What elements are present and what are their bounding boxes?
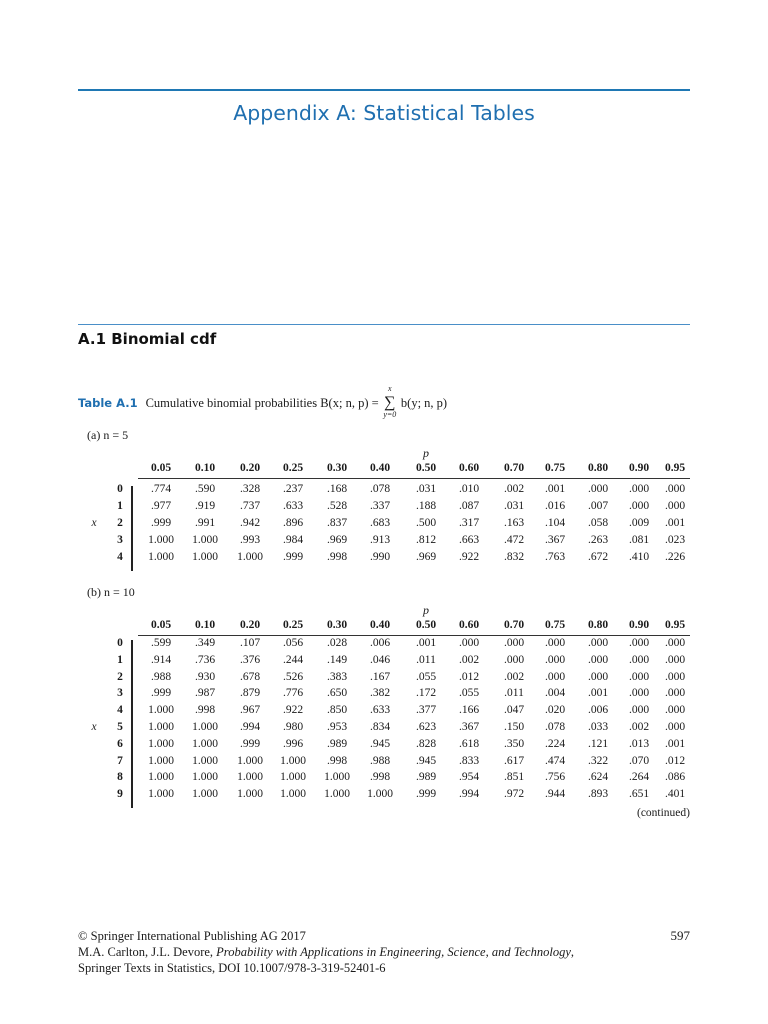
table-cell: .837 [326, 517, 348, 529]
continued-note: (continued) [636, 807, 690, 819]
table-cell: .000 [664, 500, 686, 512]
table-cell: .078 [544, 721, 566, 733]
row-x-value: 4 [117, 551, 123, 563]
table-cell: .914 [150, 653, 172, 666]
table-cell: .756 [544, 771, 566, 784]
table-cell: .226 [664, 551, 686, 563]
table-cell: .020 [544, 704, 566, 717]
table-cell: 1.000 [192, 771, 218, 784]
row-label-rule [131, 486, 133, 571]
row-x-value: 7 [117, 754, 123, 767]
table-cell: 1.000 [280, 754, 306, 767]
header-rule [138, 478, 690, 479]
table-cell: .031 [415, 483, 437, 495]
table-cell: .172 [415, 687, 437, 700]
table-cell: .896 [282, 517, 304, 529]
table-cell: .244 [282, 653, 304, 666]
binomial-table-n5 [78, 428, 690, 582]
row-x-value: 2 [117, 670, 123, 683]
table-cell: .002 [503, 483, 525, 495]
row-x-value: 4 [117, 704, 123, 717]
table-cell: .623 [415, 721, 437, 733]
table-cell: .851 [503, 771, 525, 784]
table-cell: .000 [628, 670, 650, 683]
table-part-label: (a) n = 5 [87, 428, 129, 442]
table-cell: .942 [239, 517, 261, 529]
table-cell: .367 [458, 721, 480, 733]
table-cell: .349 [194, 637, 216, 649]
table-cell: .000 [503, 653, 525, 666]
table-cell: .263 [587, 534, 609, 546]
table-cell: .922 [458, 551, 480, 563]
table-cell: .999 [150, 687, 172, 700]
table-cell: .969 [415, 551, 437, 563]
table-cell: .028 [326, 637, 348, 649]
column-header: 0.10 [194, 462, 216, 474]
row-x-value: 2 [117, 517, 123, 529]
table-cell: .599 [150, 637, 172, 649]
table-cell: .999 [415, 788, 437, 801]
table-cell: .000 [664, 721, 686, 733]
column-header: 0.30 [326, 462, 348, 474]
table-cell: .967 [239, 704, 261, 717]
column-header: 0.50 [415, 619, 437, 631]
row-x-value: 1 [117, 500, 123, 512]
table-cell: .010 [458, 483, 480, 495]
column-header: 0.80 [587, 619, 609, 631]
table-cell: .000 [664, 687, 686, 700]
column-header: 0.75 [544, 619, 566, 631]
summation-symbol: ∑ x y=0 [382, 394, 398, 412]
table-cell: .922 [282, 704, 304, 717]
table-cell: .001 [544, 483, 566, 495]
row-x-value: 0 [117, 483, 123, 495]
table-cell: .991 [194, 517, 216, 529]
column-header: 0.90 [628, 619, 650, 631]
sum-upper-limit: x [388, 384, 392, 393]
table-cell: .944 [544, 788, 566, 801]
table-cell: .163 [503, 517, 525, 529]
table-cell: .070 [628, 754, 650, 767]
table-cell: .945 [415, 754, 437, 767]
column-header: 0.70 [503, 619, 525, 631]
row-x-value: 3 [117, 534, 123, 546]
table-cell: .000 [587, 670, 609, 683]
table-cell: .001 [415, 637, 437, 649]
p-axis-label: p [423, 446, 429, 460]
table-cell: .774 [150, 483, 172, 495]
table-cell: .055 [415, 670, 437, 683]
column-header: 0.90 [628, 462, 650, 474]
section-rule [78, 324, 690, 325]
table-cell: .590 [194, 483, 216, 495]
column-header: 0.75 [544, 462, 566, 474]
table-cell: .328 [239, 483, 261, 495]
table-cell: 1.000 [324, 771, 350, 784]
table-cell: .977 [150, 500, 172, 512]
table-cell: .383 [326, 670, 348, 683]
sum-lower-limit: y=0 [383, 410, 397, 419]
table-cell: .969 [326, 534, 348, 546]
table-cell: .972 [503, 788, 525, 801]
table-cell: .016 [544, 500, 566, 512]
table-cell: .994 [239, 721, 261, 733]
table-cell: 1.000 [192, 534, 218, 546]
table-cell: .736 [194, 653, 216, 666]
table-cell: .737 [239, 500, 261, 512]
table-cell: .401 [664, 788, 686, 801]
table-cell: .474 [544, 754, 566, 767]
table-cell: .000 [503, 637, 525, 649]
table-cell: .919 [194, 500, 216, 512]
table-cell: .000 [628, 500, 650, 512]
table-cell: .663 [458, 534, 480, 546]
column-header: 0.60 [458, 462, 480, 474]
caption-term: b(y; n, p) [400, 396, 448, 410]
table-cell: .879 [239, 687, 261, 700]
table-cell: .000 [664, 637, 686, 649]
table-cell: .033 [587, 721, 609, 733]
table-cell: .007 [587, 500, 609, 512]
table-cell: 1.000 [148, 754, 174, 767]
table-cell: .999 [239, 737, 261, 750]
table-cell: .984 [282, 534, 304, 546]
column-header: 0.20 [239, 619, 261, 631]
table-cell: .011 [504, 687, 524, 700]
table-cell: .031 [503, 500, 525, 512]
citation-authors: M.A. Carlton, J.L. Devore, [78, 945, 214, 959]
table-cell: .012 [458, 670, 480, 683]
table-cell: .988 [150, 670, 172, 683]
table-cell: .000 [628, 637, 650, 649]
column-header: 0.70 [503, 462, 525, 474]
row-x-value: 6 [117, 737, 123, 750]
table-cell: .046 [369, 653, 391, 666]
table-cell: .990 [369, 551, 391, 563]
table-cell: .149 [326, 653, 348, 666]
table-cell: .953 [326, 721, 348, 733]
table-cell: .526 [282, 670, 304, 683]
table-cell: .001 [664, 517, 686, 529]
table-cell: .000 [544, 670, 566, 683]
table-cell: .000 [664, 670, 686, 683]
table-cell: .107 [239, 637, 261, 649]
table-cell: .376 [239, 653, 261, 666]
column-header: 0.30 [326, 619, 348, 631]
column-header: 0.25 [282, 619, 304, 631]
table-cell: .167 [369, 670, 391, 683]
table-part-label: (b) n = 10 [87, 585, 135, 599]
table-cell: .998 [194, 704, 216, 717]
table-cell: .998 [326, 754, 348, 767]
x-axis-label: x [91, 517, 97, 529]
citation-end: , [570, 945, 574, 959]
table-cell: .650 [326, 687, 348, 700]
table-cell: .237 [282, 483, 304, 495]
table-cell: .993 [239, 534, 261, 546]
table-cell: .651 [628, 788, 650, 801]
table-cell: 1.000 [148, 721, 174, 733]
table-cell: .000 [587, 653, 609, 666]
table-cell: .763 [544, 551, 566, 563]
table-cell: .893 [587, 788, 609, 801]
table-cell: .188 [415, 500, 437, 512]
table-cell: .832 [503, 551, 525, 563]
table-cell: .000 [544, 637, 566, 649]
table-cell: .617 [503, 754, 525, 767]
table-cell: .833 [458, 754, 480, 767]
table-cell: 1.000 [148, 704, 174, 717]
table-cell: .006 [369, 637, 391, 649]
table-cell: .382 [369, 687, 391, 700]
table-cell: .812 [415, 534, 437, 546]
table-cell: .776 [282, 687, 304, 700]
column-header: 0.60 [458, 619, 480, 631]
table-cell: 1.000 [192, 754, 218, 767]
table-cell: .998 [326, 551, 348, 563]
table-cell: .078 [369, 483, 391, 495]
binomial-table-n10 [78, 585, 690, 819]
table-cell: .945 [369, 737, 391, 750]
table-cell: 1.000 [148, 534, 174, 546]
citation-line [78, 944, 574, 960]
column-header: 0.05 [150, 619, 172, 631]
column-header: 0.05 [150, 462, 172, 474]
table-cell: .047 [503, 704, 525, 717]
column-header: 0.95 [664, 462, 686, 474]
column-header: 0.10 [194, 619, 216, 631]
x-axis-label: x [91, 721, 97, 733]
table-cell: .930 [194, 670, 216, 683]
table-cell: .011 [416, 653, 436, 666]
row-x-value: 3 [117, 687, 123, 700]
table-cell: .633 [369, 704, 391, 717]
table-cell: .023 [664, 534, 686, 546]
table-cell: .224 [544, 737, 566, 750]
table-cell: .350 [503, 737, 525, 750]
table-cell: .000 [544, 653, 566, 666]
table-cell: .999 [150, 517, 172, 529]
table-cell: .678 [239, 670, 261, 683]
table-cell: .317 [458, 517, 480, 529]
table-cell: 1.000 [237, 771, 263, 784]
table-cell: .828 [415, 737, 437, 750]
table-cell: .834 [369, 721, 391, 733]
table-cell: .994 [458, 788, 480, 801]
top-rule [78, 89, 690, 91]
column-header: 0.20 [239, 462, 261, 474]
p-axis-label: p [423, 603, 429, 617]
page-number: 597 [670, 928, 690, 943]
column-header: 0.40 [369, 619, 391, 631]
table-cell: .999 [282, 551, 304, 563]
column-header: 0.80 [587, 462, 609, 474]
table-cell: .121 [587, 737, 609, 750]
table-cell: 1.000 [280, 788, 306, 801]
column-header: 0.95 [664, 619, 686, 631]
table-cell: .913 [369, 534, 391, 546]
table-cell: .410 [628, 551, 650, 563]
table-cell: .989 [326, 737, 348, 750]
table-cell: 1.000 [324, 788, 350, 801]
table-cell: .001 [587, 687, 609, 700]
table-cell: 1.000 [237, 754, 263, 767]
column-header: 0.40 [369, 462, 391, 474]
table-cell: .002 [628, 721, 650, 733]
table-cell: .987 [194, 687, 216, 700]
series-line: Springer Texts in Statistics, DOI 10.1007/978-3-319-52401-6 [78, 961, 386, 975]
table-cell: .000 [628, 687, 650, 700]
table-cell: .996 [282, 737, 304, 750]
table-cell: .998 [369, 771, 391, 784]
table-cell: .000 [587, 637, 609, 649]
table-cell: 1.000 [237, 788, 263, 801]
table-label: Table A.1 [78, 396, 138, 410]
chapter-title: Appendix A: Statistical Tables [233, 101, 535, 125]
table-cell: .081 [628, 534, 650, 546]
table-cell: .322 [587, 754, 609, 767]
table-cell: .056 [282, 637, 304, 649]
table-cell: .618 [458, 737, 480, 750]
table-cell: .980 [282, 721, 304, 733]
table-cell: .624 [587, 771, 609, 784]
table-cell: .989 [415, 771, 437, 784]
table-cell: .000 [664, 483, 686, 495]
table-cell: .337 [369, 500, 391, 512]
section-title: A.1 Binomial cdf [78, 330, 217, 348]
table-cell: .000 [458, 637, 480, 649]
column-header: 0.25 [282, 462, 304, 474]
table-cell: .988 [369, 754, 391, 767]
table-cell: .683 [369, 517, 391, 529]
row-x-value: 5 [117, 721, 123, 733]
row-x-value: 9 [117, 788, 123, 801]
row-label-rule [131, 640, 133, 808]
table-cell: .086 [664, 771, 686, 784]
table-cell: .000 [664, 704, 686, 717]
footer [78, 928, 574, 976]
table-cell: .150 [503, 721, 525, 733]
table-cell: .500 [415, 517, 437, 529]
table-cell: .000 [664, 653, 686, 666]
table-cell: .006 [587, 704, 609, 717]
table-caption [78, 384, 448, 419]
table-cell: .264 [628, 771, 650, 784]
table-cell: .013 [628, 737, 650, 750]
caption-text: Cumulative binomial probabilities B(x; n, p) = [145, 396, 379, 410]
table-cell: .672 [587, 551, 609, 563]
table-cell: .087 [458, 500, 480, 512]
table-cell: .166 [458, 704, 480, 717]
table-cell: .104 [544, 517, 566, 529]
book-title: Probability with Applications in Engineering, Science, and Technology [216, 945, 571, 959]
table-cell: .168 [326, 483, 348, 495]
table-cell: .001 [664, 737, 686, 750]
table-cell: 1.000 [192, 737, 218, 750]
table-cell: .472 [503, 534, 525, 546]
table-cell: 1.000 [192, 788, 218, 801]
table-cell: 1.000 [148, 788, 174, 801]
table-cell: .058 [587, 517, 609, 529]
table-cell: .055 [458, 687, 480, 700]
header-rule [138, 635, 690, 636]
table-cell: .009 [628, 517, 650, 529]
copyright-line: © Springer International Publishing AG 2017 [78, 929, 306, 943]
row-x-value: 8 [117, 771, 123, 784]
table-cell: 1.000 [148, 551, 174, 563]
table-cell: .012 [664, 754, 686, 767]
table-cell: 1.000 [192, 721, 218, 733]
table-cell: .002 [458, 653, 480, 666]
table-cell: .000 [587, 483, 609, 495]
table-cell: .377 [415, 704, 437, 717]
table-cell: .954 [458, 771, 480, 784]
table-cell: .002 [503, 670, 525, 683]
table-cell: .000 [628, 483, 650, 495]
table-cell: .000 [628, 653, 650, 666]
table-cell: .367 [544, 534, 566, 546]
table-cell: .004 [544, 687, 566, 700]
table-cell: 1.000 [148, 771, 174, 784]
column-header: 0.50 [415, 462, 437, 474]
table-cell: 1.000 [280, 771, 306, 784]
table-cell: 1.000 [192, 551, 218, 563]
table-cell: .633 [282, 500, 304, 512]
table-cell: 1.000 [237, 551, 263, 563]
table-cell: .000 [628, 704, 650, 717]
table-cell: .528 [326, 500, 348, 512]
row-x-value: 0 [117, 637, 123, 649]
row-x-value: 1 [117, 653, 123, 666]
table-cell: 1.000 [367, 788, 393, 801]
table-cell: .850 [326, 704, 348, 717]
table-cell: 1.000 [148, 737, 174, 750]
